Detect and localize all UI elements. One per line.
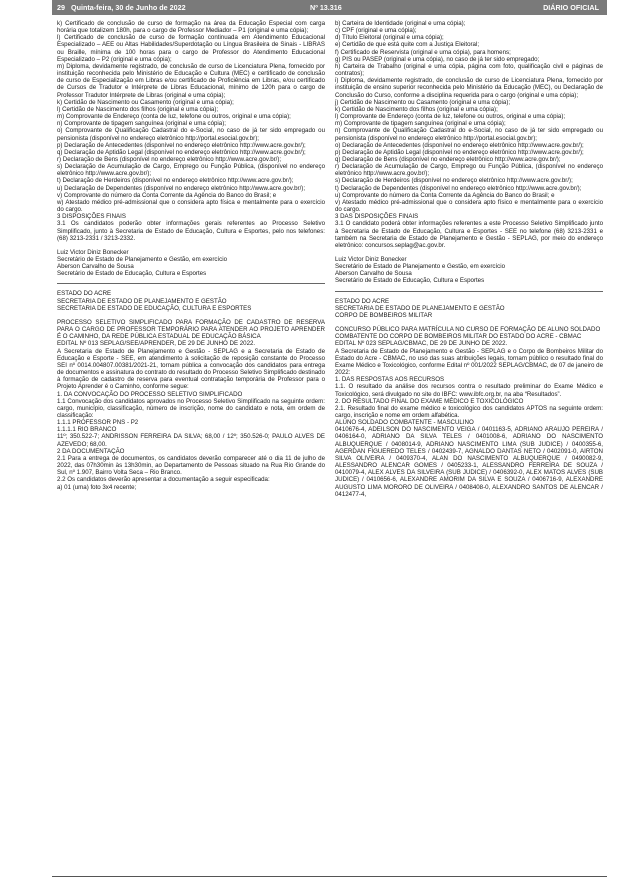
section-heading: 3 DISPOSIÇÕES FINAIS — [57, 213, 126, 221]
right-top-section — [335, 20, 603, 249]
paragraph: 2.1. Resultado final do exame médico e toxicológico dos candidatos APTOS na seguinte ordem: cargo, inscrição e nome em ordem alfabética. — [335, 404, 603, 419]
paragraph: d) Título Eleitoral (original e uma cópia); — [335, 34, 444, 42]
paragraph: l) Certificado de conclusão de curso de formação continuada em Atendimento Educacional Especializado – AEE ou Altas Habilidades/Superdotação ou Língua Brasileira de Sinais - LIBRAS ou Braille, mínima de 100 horas para o cargo de Professor do Atendimento Educacional Especializado – P2 (original e uma cópia); — [57, 34, 325, 63]
paragraph: h) Carteira de Trabalho (original e uma cópia, página com foto, qualificação civil e páginas de contratos); — [335, 62, 603, 78]
page-header — [52, 0, 607, 15]
paragraph: t) Declaração de Dependentes (disponível no endereço eletrônico http://www.acre.gov.br/); — [335, 184, 582, 192]
paragraph: e) Certidão de que está quite com a Justiça Eleitoral; — [335, 41, 480, 49]
paragraph: m) Comprovante de tipagem sanguínea (original e uma cópia); — [335, 120, 506, 128]
paragraph: 11º; 350.522-7; ANDRISSON FERREIRA DA SILVA; 68,00 / 12º; 350.526-0; PAULO ALVES DE AZEVEDO; 68,00. — [57, 433, 325, 448]
paragraph: q) Declaração de Bens (disponível no endereço eletrônico http://www.acre.gov.br/); — [335, 155, 561, 163]
header-date: Quinta-feira, 30 de Junho de 2022 — [71, 3, 186, 12]
paragraph: u) Declaração de Dependentes (disponível no endereço eletrônico http://www.acre.gov.br/); — [57, 184, 306, 192]
paragraph: m) Diploma, devidamente registrado, de conclusão de curso de Licenciatura Plena, fornecido por instituição reconhecida pelo Ministério de Educação e Cultura (MEC) e certificado de conclusão de curso de Especialização em Libras e/ou certificado de Proficiência em Libras, e/ou certificado de Cursos de Tradutor e Intérprete de Libras Educacional, mínimo de 120h para o cargo de Professor Tradutor Intérprete de Libras (original e uma cópia); — [57, 62, 325, 99]
paragraph: g) PIS ou PASEP (original e uma cópia), no caso de já ter sido empregado; — [335, 55, 540, 63]
section-heading: 2 DA DOCUMENTAÇÃO — [57, 447, 125, 455]
signatory-name: Aberson Carvalho de Sousa — [335, 270, 412, 278]
section-divider — [335, 291, 603, 292]
left-column — [57, 20, 325, 491]
edital-number: EDITAL Nº 013 SEPLAG/SEE/APRENDER, DE 29 DE JUNHO DE 2022. — [57, 340, 256, 348]
paragraph: 2.2 Os candidatos deverão apresentar a documentação a seguir especificada: — [57, 476, 270, 484]
paragraph: 1.1 Convocação dos candidatos aprovados no Processo Seletivo Simplificado na seguinte ordem: cargo, município, classificação, número de inscrição, nome do candidato e nota, em ordem de classificação: — [57, 397, 325, 419]
paragraph: t) Declaração de Herdeiros (disponível no endereço eletrônico http://www.acre.gov.br/); — [57, 177, 294, 185]
notice-title: PROCESSO SELETIVO SIMPLIFICADO PARA FORMAÇÃO DE CADASTRO DE RESERVA PARA O CARGO DE PROFESSOR TEMPORÁRIO PARA ATENDER AO PROJETO APRENDER É O CAMINHO, DA REDE PÚBLICA ESTADUAL DE EDUCAÇÃO BÁSICA — [57, 318, 325, 341]
paragraph: s) Declaração de Acumulação de Cargo, Emprego ou Função Pública, (disponível no endereço eletrônico http://www.acre.gov.br/); — [57, 163, 325, 178]
signatory-title: Secretário de Estado de Educação, Cultura e Esportes — [57, 270, 207, 278]
left-top-section — [57, 20, 325, 242]
heading-line: SECRETARIA DE ESTADO DE PLANEJAMENTO E GESTÃO — [57, 297, 227, 305]
signatory-title: Secretário de Estado de Planejamento e Gestão, em exercício — [335, 263, 505, 271]
signatory-name: Luiz Victor Diniz Bonecker — [57, 248, 129, 256]
paragraph: 3.1 Os candidatos poderão obter informações gerais referentes ao Processo Seletivo Simplificado, junto à Secretaria de Estado de Educação, Cultura e Esportes, pelo nos telefones: (68) 3213-2331 / 3213-2332. — [57, 220, 325, 242]
right-column — [335, 20, 603, 498]
right-bottom-heading — [335, 298, 603, 319]
paragraph: w) Atestado médico pré-admissional que o considera apto física e mentalmente para o exercício do cargo. — [57, 198, 325, 214]
heading-line: CORPO DE BOMBEIROS MILITAR — [335, 311, 433, 319]
edital-number: EDITAL Nº 023 SEPLAG/CBMAC, DE 29 DE JUNHO DE 2022. — [335, 340, 508, 348]
publication-title: DIÁRIO OFICIAL — [543, 3, 599, 12]
paragraph: j) Certidão de Nascimento ou Casamento (original e uma cópia); — [335, 98, 511, 106]
list-heading: ALUNO SOLDADO COMBATENTE - MASCULINO — [335, 419, 474, 427]
paragraph: n) Comprovante de Qualificação Cadastral do e-Social, no caso de já ter sido empregado ou pensionista (disponível no endereço eletrônico http://portal.esocial.gov.br); — [335, 127, 603, 142]
paragraph: r) Declaração de Bens (disponível no endereço eletrônico http://www.acre.gov.br/); — [57, 155, 282, 163]
paragraph: p) Declaração de Antecedentes (disponível no endereço eletrônico http://www.acre.gov.br/); — [57, 141, 306, 149]
paragraph: a) 01 (uma) foto 3x4 recente; — [57, 483, 137, 491]
paragraph: s) Declaração de Herdeiros (disponível no endereço eletrônico http://www.acre.gov.br/); — [335, 177, 573, 185]
paragraph: v) Atestado médico pré-admissional que o considera apto físico e mentalmente para o exercício do cargo. — [335, 198, 603, 214]
right-signature-block — [335, 256, 603, 285]
paragraph: v) Comprovante do número da Conta Corrente da Agência do Banco do Brasil; e — [57, 191, 277, 199]
heading-line: ESTADO DO ACRE — [335, 297, 390, 305]
paragraph: 1.1.1 PROFESSOR PNS - P2 — [57, 419, 139, 427]
paragraph: m) Comprovante de Endereço (conta de luz, telefone ou outros, original e uma cópia); — [57, 113, 291, 121]
paragraph: i) Diploma, devidamente registrado, de conclusão de curso de Licenciatura Plena, fornecido por instituição de ensino superior reconhecida pelo Ministério da Educação (MEC), ou Declaração de Conclusão do Curso, conforme a disciplina requerida para o cargo (original e uma cópia); — [335, 77, 603, 99]
paragraph: o) Comprovante de Qualificação Cadastral do e-Social, no caso de já ter sido empregado ou pensionista (disponível no endereço eletrônico http://portal.esocial.gov.br); — [57, 127, 325, 142]
left-bottom-section — [57, 319, 325, 491]
heading-line: ESTADO DO ACRE — [57, 290, 112, 298]
paragraph: p) Declaração de Aptidão Legal (disponível no endereço eletrônico http://www.acre.gov.br/); — [335, 148, 584, 156]
notice-subtitle: COMBATENTE DO CORPO DE BOMBEIROS MILITAR DO ESTADO DO ACRE - CBMAC — [335, 333, 582, 341]
paragraph: q) Declaração de Aptidão Legal (disponível no endereço eletrônico http://www.acre.gov.br/); — [57, 148, 306, 156]
candidate-list: 0410676-4, ADEILSON DO NASCIMENTO VEIGA / 0401163-5, ADRIANO ARAUJO PEREIRA / 0406164-0, ADRIANO DA SILVA TELES / 0401008-6, ADRIANO DO NASCIMENTO ALBUQUERQUE / 0408014-9, ADRIANO NASCIMENTO LIMA (SUB JUDICE) / 0400355-6, AGERDAN FIGUEREDO TELES / 0402439-7, AGNALDO DANTAS NETO / 0402091-0, AIRTON SILVA OLIVEIRA / 0409370-4, ALAN DO NASCIMENTO ALBUQUERQUE / 0490082-9, ALESSANDRO ALENCAR GOMES / 0405233-1, ALESSANDRO FERREIRA DE SOUZA / 0410079-4, ALEX ALVES DA SILVEIRA (SUB JUDICE) / 0406392-0, ALEX MATOS ALVES (SUB JUDICE) / 0410656-6, ALEXANDRE AMORIM DA SILVA E SOUZA / 0406716-9, ALEXANDRE AUGUSTO LIMA MORORO DE OLIVEIRA / 0408408-0, ALEXANDRO SANTOS DE ALENCAR / 0412477-4, — [335, 426, 603, 498]
paragraph: A Secretaria de Estado de Planejamento e Gestão - SEPLAG e a Secretaria de Estado de Educação e Esporte - SEE, em atendimento à solicitação de reposição constante do Processo SEI nº 0014.004807.00381/2021-21, tornam pública a convocação dos candidatos para entrega de documentos e assinatura do contrato do resultado do Processo Seletivo Simplificado destinado à formação de cadastro de reserva para eventual contratação temporária de Professor para o Projeto Aprender é o Caminho, conforme segue: — [57, 347, 325, 391]
paragraph: A Secretaria de Estado de Planejamento e Gestão - SEPLAG e o Corpo de Bombeiros Militar do Estado do Acre - CBMAC, no uso das suas atribuições legais, tornam público o resultado final do Exame Médico e Toxicológico, conforme Edital nº 001/2022 SEPLAG/CBMAC, de 07 de janeiro de 2022: — [335, 347, 603, 377]
section-heading: 2. DO RESULTADO FINAL DO EXAME MÉDICO E TOXICOLÓGICO — [335, 397, 524, 405]
signatory-name: Luiz Victor Diniz Bonecker — [335, 256, 407, 263]
paragraph: l) Comprovante de Endereço (conta de luz, telefone ou outros, original e uma cópia); — [335, 113, 566, 121]
section-heading: 1. DA CONVOCAÇÃO DO PROCESSO SELETIVO SIMPLIFICADO — [57, 390, 243, 398]
issue-number: Nº 13.316 — [310, 3, 342, 12]
section-divider — [57, 283, 325, 284]
left-bottom-heading — [57, 290, 325, 311]
paragraph: r) Declaração de Acumulação de Cargo, Emprego ou Função Pública, (disponível no endereço eletrônico http://www.acre.gov.br/); — [335, 163, 603, 178]
paragraph: n) Comprovante de tipagem sanguínea (original e uma cópia); — [57, 120, 226, 128]
paragraph: 1.1.1.1 RIO BRANCO — [57, 426, 117, 434]
paragraph: 1.1. O resultado da análise dos recursos contra o resultado preliminar do Exame Médico e Toxicológico, será divulgado no site do IBFC: www.ibfc.org.br, na aba “Resultados”. — [335, 383, 603, 398]
heading-line: SECRETARIA DE ESTADO DE EDUCAÇÃO, CULTURA E ESPORTES — [57, 304, 252, 312]
paragraph: k) Certificado de conclusão de curso de formação na área da Educação Especial com carga horária que totalizem 180h, para o cargo de Professor Mediador – P1 (original e uma cópia); — [57, 20, 325, 35]
section-heading: 3 DAS DISPOSIÇÕES FINAIS — [335, 213, 419, 221]
signatory-name: Aberson Carvalho de Sousa — [57, 263, 134, 271]
paragraph: c) CPF (original e uma cópia); — [335, 27, 417, 35]
page-bottom-rule — [52, 876, 607, 877]
section-heading: 1. DAS RESPOSTAS AOS RECURSOS — [335, 376, 445, 384]
signatory-title: Secretário de Estado de Planejamento e Gestão, em exercício — [57, 256, 227, 263]
paragraph: o) Declaração de Antecedentes (disponível no endereço eletrônico http://www.acre.gov.br/); — [335, 141, 584, 149]
paragraph: u) Comprovante do número da Conta Corrente da Agência do Banco do Brasil; e — [335, 191, 555, 199]
page-number: 29 — [57, 3, 65, 12]
notice-title: CONCURSO PÚBLICO PARA MATRÍCULA NO CURSO DE FORMAÇÃO DE ALUNO SOLDADO — [335, 326, 601, 334]
signatory-title: Secretário de Estado de Educação, Cultura e Esportes — [335, 277, 485, 285]
right-bottom-section — [335, 326, 603, 498]
paragraph: 2.1 Para a entrega de documentos, os candidatos deverão comparecer até o dia 11 de julho de 2022, das 07h30min às 13h30min, ao Departamento de Pessoas situado na Rua Rio Grande do Sul, nº 1.907, Bairro Volta Seca – Rio Branco. — [57, 454, 325, 477]
paragraph: l) Certidão de Nascimento dos filhos (original e uma cópia); — [57, 105, 219, 113]
paragraph: k) Certidão de Nascimento dos filhos (original e uma cópia); — [335, 105, 498, 113]
paragraph: b) Carteira de Identidade (original e uma cópia); — [335, 20, 466, 27]
paragraph: 3.1 O candidato poderá obter informações referentes a este Processo Seletivo Simplificado junto à Secretaria de Estado de Educação, Cultura e Esportes - SEE no telefone (68) 3213-2331 e também na Secretaria de Estado de Planejamento e Gestão - SEPLAG, por meio do endereço eletrônico: concursos.seplag@ac.gov.br. — [335, 220, 603, 249]
left-signature-block — [57, 249, 325, 278]
heading-line: SECRETARIA DE ESTADO DE PLANEJAMENTO E GESTÃO — [335, 304, 505, 312]
paragraph: k) Certidão de Nascimento ou Casamento (original e uma cópia); — [57, 98, 234, 106]
paragraph: f) Certificado de Reservista (original e uma cópia), para homens; — [335, 48, 511, 56]
